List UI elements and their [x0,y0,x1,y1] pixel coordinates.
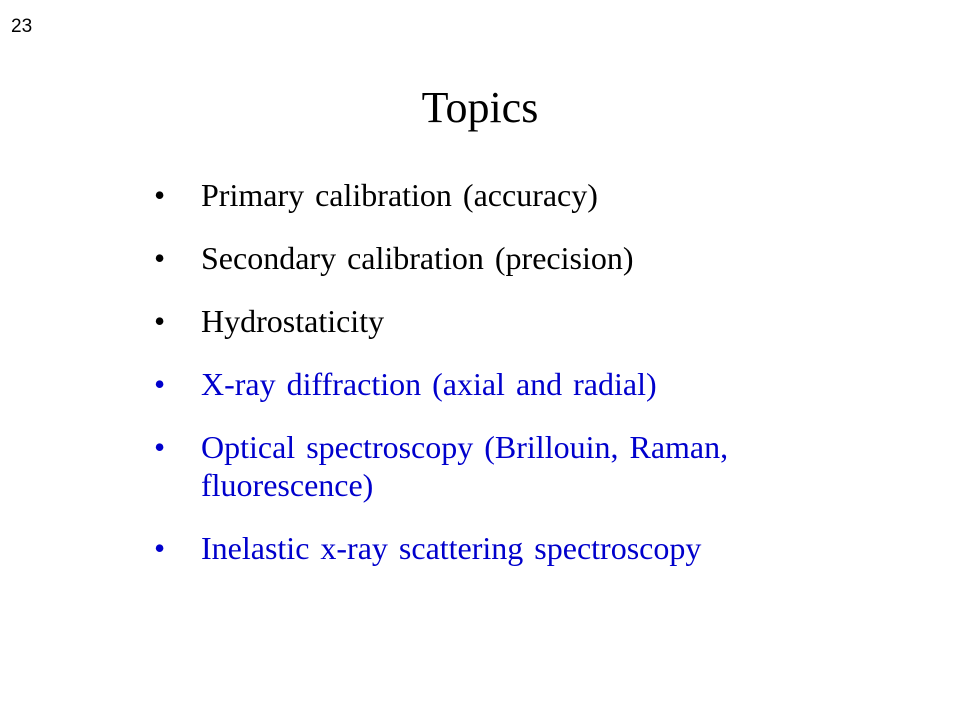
slide-title: Topics [421,83,539,132]
bullet-item-primary-calibration [152,176,852,214]
bullet-item-optical-spectroscopy [152,428,852,504]
bullet-marker: • [154,240,166,276]
bullet-item-secondary-calibration [152,239,852,277]
bullet-text: Primary calibration (accuracy) [201,177,598,213]
bullet-marker: • [154,366,166,402]
bullet-text: Hydrostaticity [201,303,385,339]
slide-number: 23 [11,16,33,37]
bullet-text: Optical spectroscopy (Brillouin, Raman, fluorescence) [201,429,729,503]
bullet-text: X-ray diffraction (axial and radial) [201,366,657,402]
topics-bullet-list [152,176,852,592]
bullet-text: Inelastic x-ray scattering spectroscopy [201,530,702,566]
bullet-item-xray-diffraction [152,365,852,403]
bullet-marker: • [154,530,166,566]
bullet-marker: • [154,429,166,465]
bullet-marker: • [154,303,166,339]
bullet-item-inelastic-xray-scattering [152,529,852,567]
bullet-item-hydrostaticity [152,302,852,340]
bullet-marker: • [154,177,166,213]
bullet-text: Secondary calibration (precision) [201,240,634,276]
